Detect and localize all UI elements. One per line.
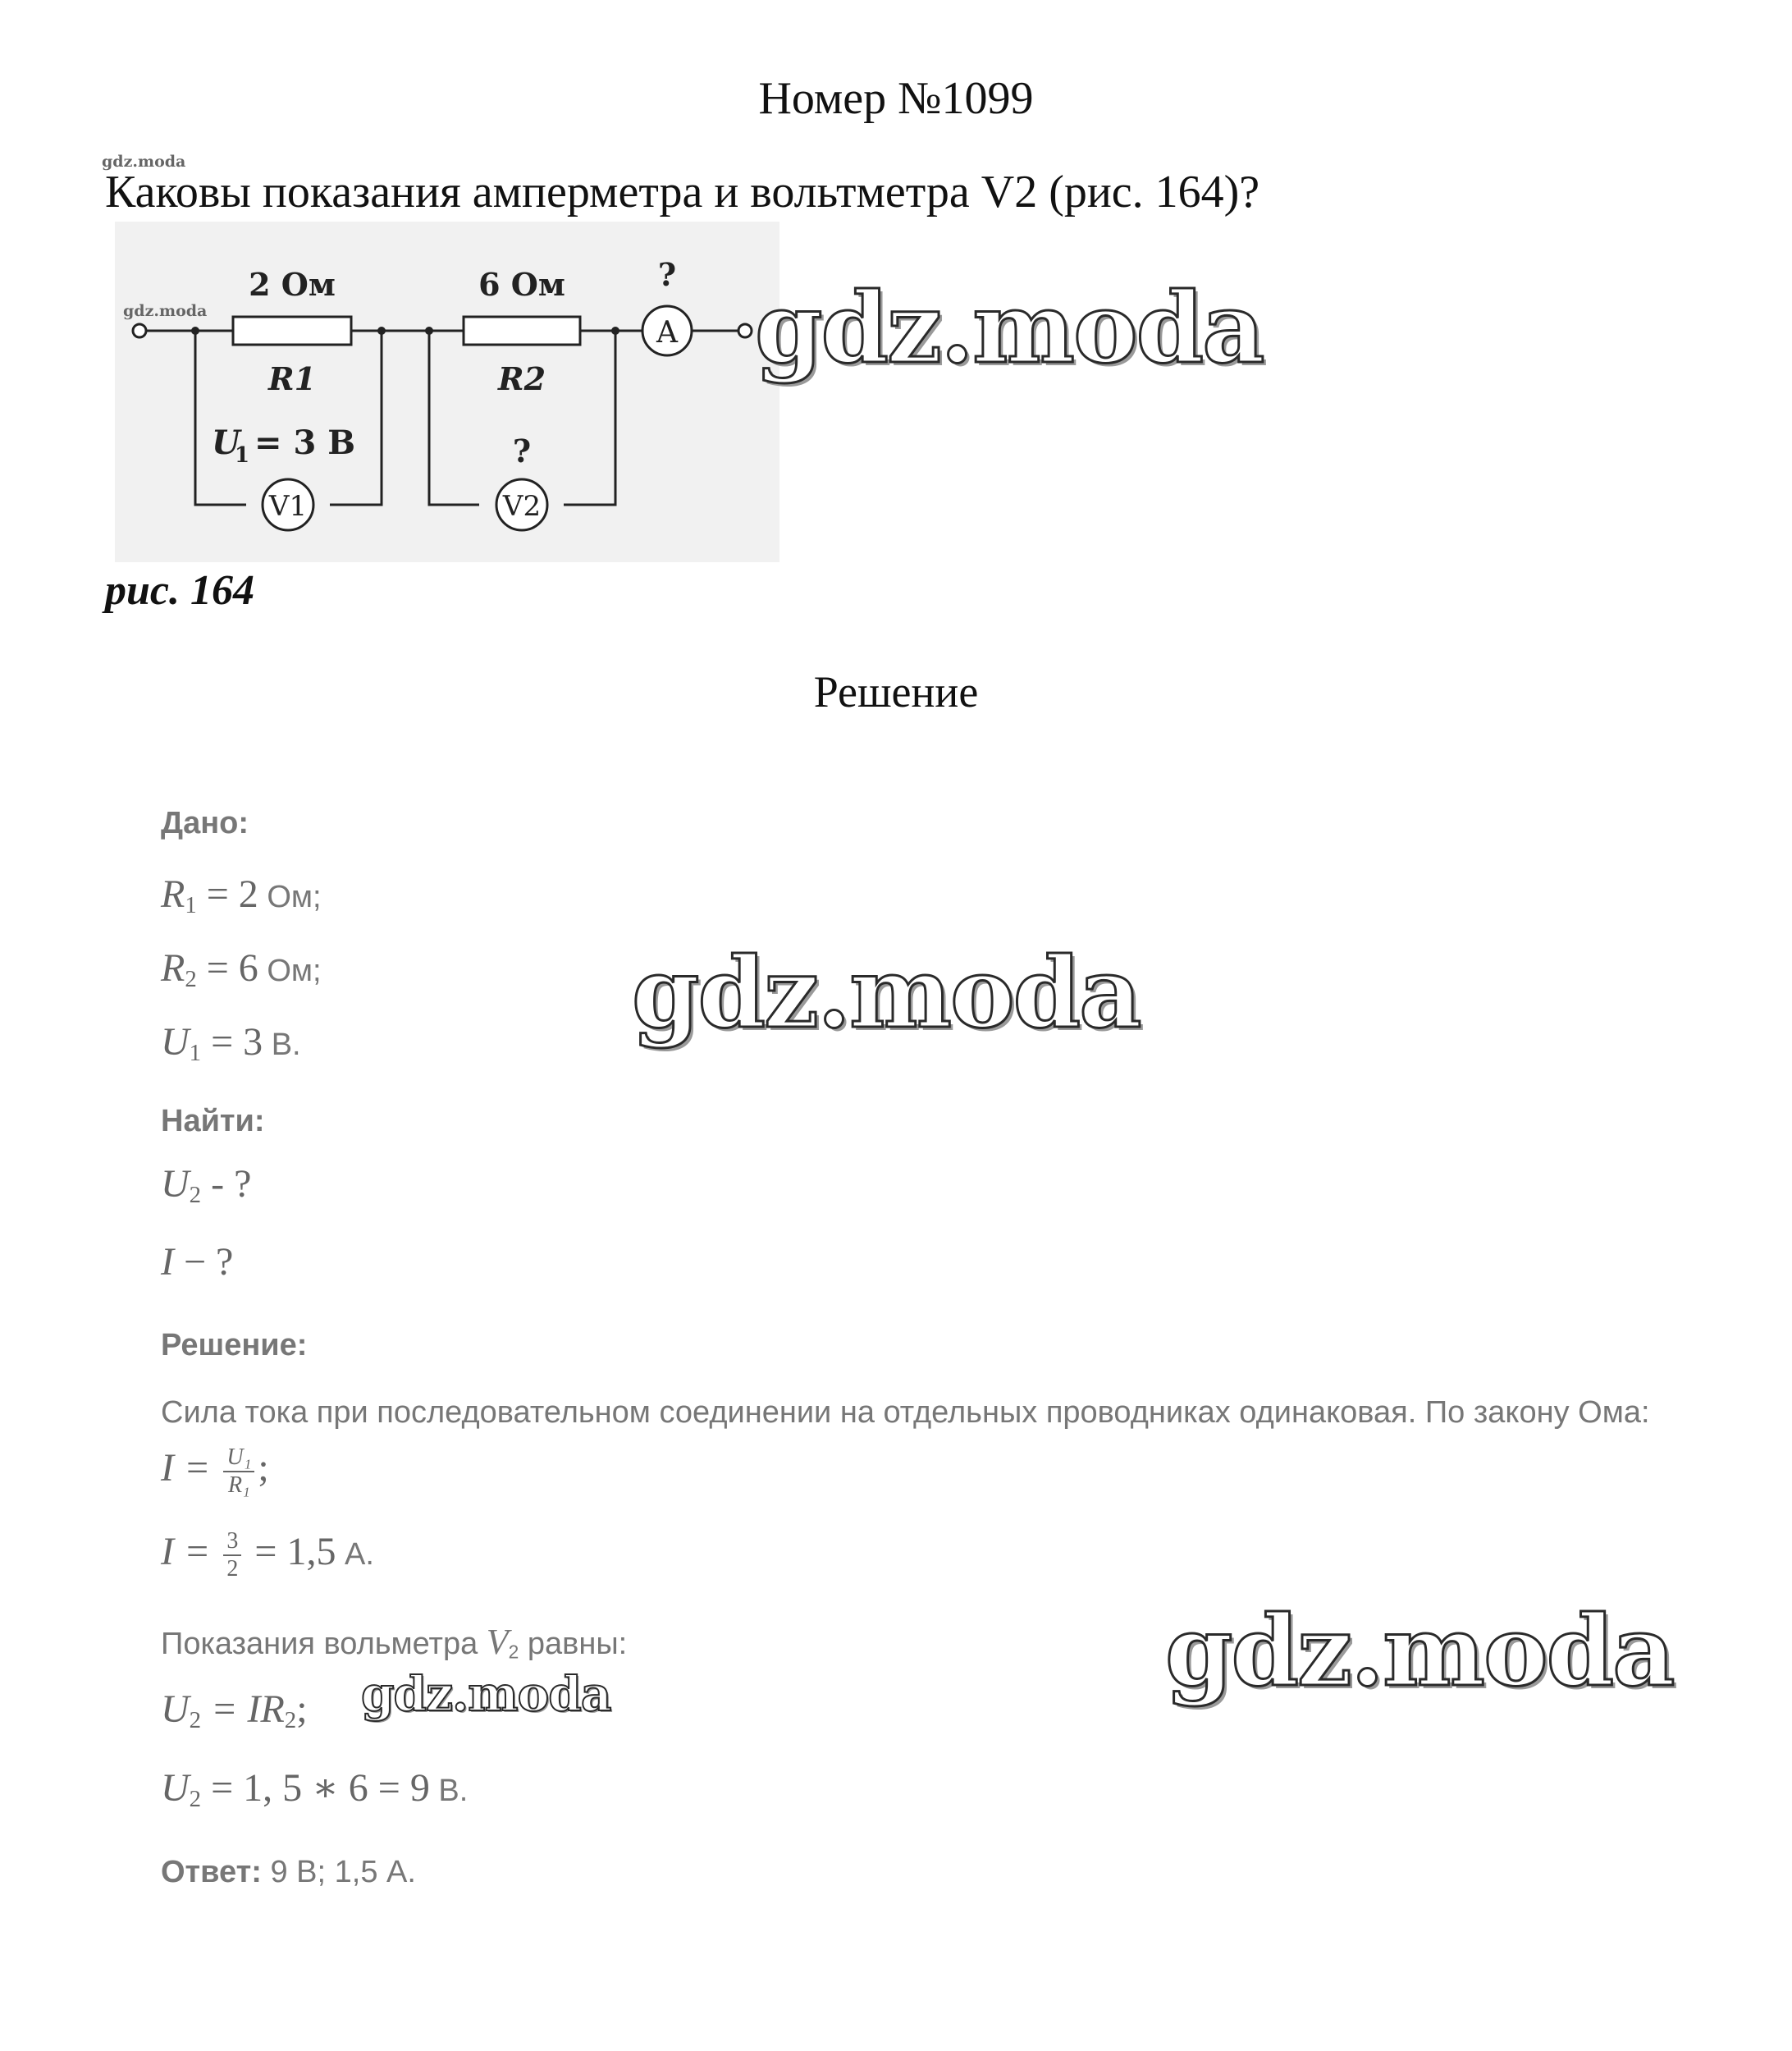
terminal-right [738,324,752,337]
voltmeter2-label: V2 [502,490,542,523]
solution-heading: Решение [813,667,979,716]
watermark-small-figure: gdz.moda [123,302,208,320]
figure-caption: рис. 164 [105,567,254,614]
given-r2: $R_2 = 6$ Ом; [161,946,322,993]
watermark-small: gdz.moda [102,153,186,171]
v2-question: ? [512,433,532,469]
u1-value: = 3 В [254,423,356,462]
r2-value: 6 Ом [478,266,565,303]
u1-subscript: 1 [235,443,250,468]
u1-symbol: U [212,423,240,462]
watermark-medium: gdz.moda [361,1666,611,1722]
r2-name: R2 [497,360,546,397]
circuit-diagram [115,222,779,562]
r1-name: R1 [267,360,317,397]
page-title: Номер №1099 [758,73,1034,124]
answer-line: Ответ: 9 В; 1,5 А. [161,1855,416,1889]
formula-voltage: $U_2 = IR_2$; [161,1687,308,1734]
find-i: I − ? [161,1240,234,1284]
resistor-r1 [233,317,351,345]
resistor-r2 [464,317,580,345]
find-label: Найти: [161,1104,265,1138]
given-r1: $R_1 = 2$ Ом; [161,872,322,919]
solution-text-1: Сила тока при последовательном соединении на отдельных проводниках одинаковая. По закону Ома: [161,1395,1650,1430]
solution-label: Решение: [161,1328,308,1362]
formula-current-value: I = $\frac{3}{2}$ = 1,5 А. [161,1528,374,1582]
voltmeter1-label: V1 [268,490,308,523]
terminal-left [133,324,146,337]
ammeter-symbol: A [656,316,678,350]
given-label: Дано: [161,806,249,840]
formula-voltage-value: $U_2 = 1$, 5 ∗ 6 = 9 В. [161,1766,469,1813]
circuit-figure [115,222,779,562]
r1-value: 2 Ом [249,266,336,303]
ammeter-question: ? [657,256,677,293]
watermark-large-top: gdz.moda [755,271,1264,385]
given-u1: $U_1 = 3$ В. [161,1020,301,1067]
solution-text-2: Показания вольметра $V_2$ равны: [161,1622,628,1663]
find-u2: $U_2$ - ? [161,1162,252,1209]
watermark-large-middle: gdz.moda [632,936,1141,1050]
question-text: Каковы показания амперметра и вольтметра V2 (рис. 164)? [105,167,1260,217]
watermark-large-bottom: gdz.moda [1165,1594,1674,1708]
formula-current: I = $\frac{\text{U₁}}{\text{R₁}}$ ; [161,1444,269,1499]
